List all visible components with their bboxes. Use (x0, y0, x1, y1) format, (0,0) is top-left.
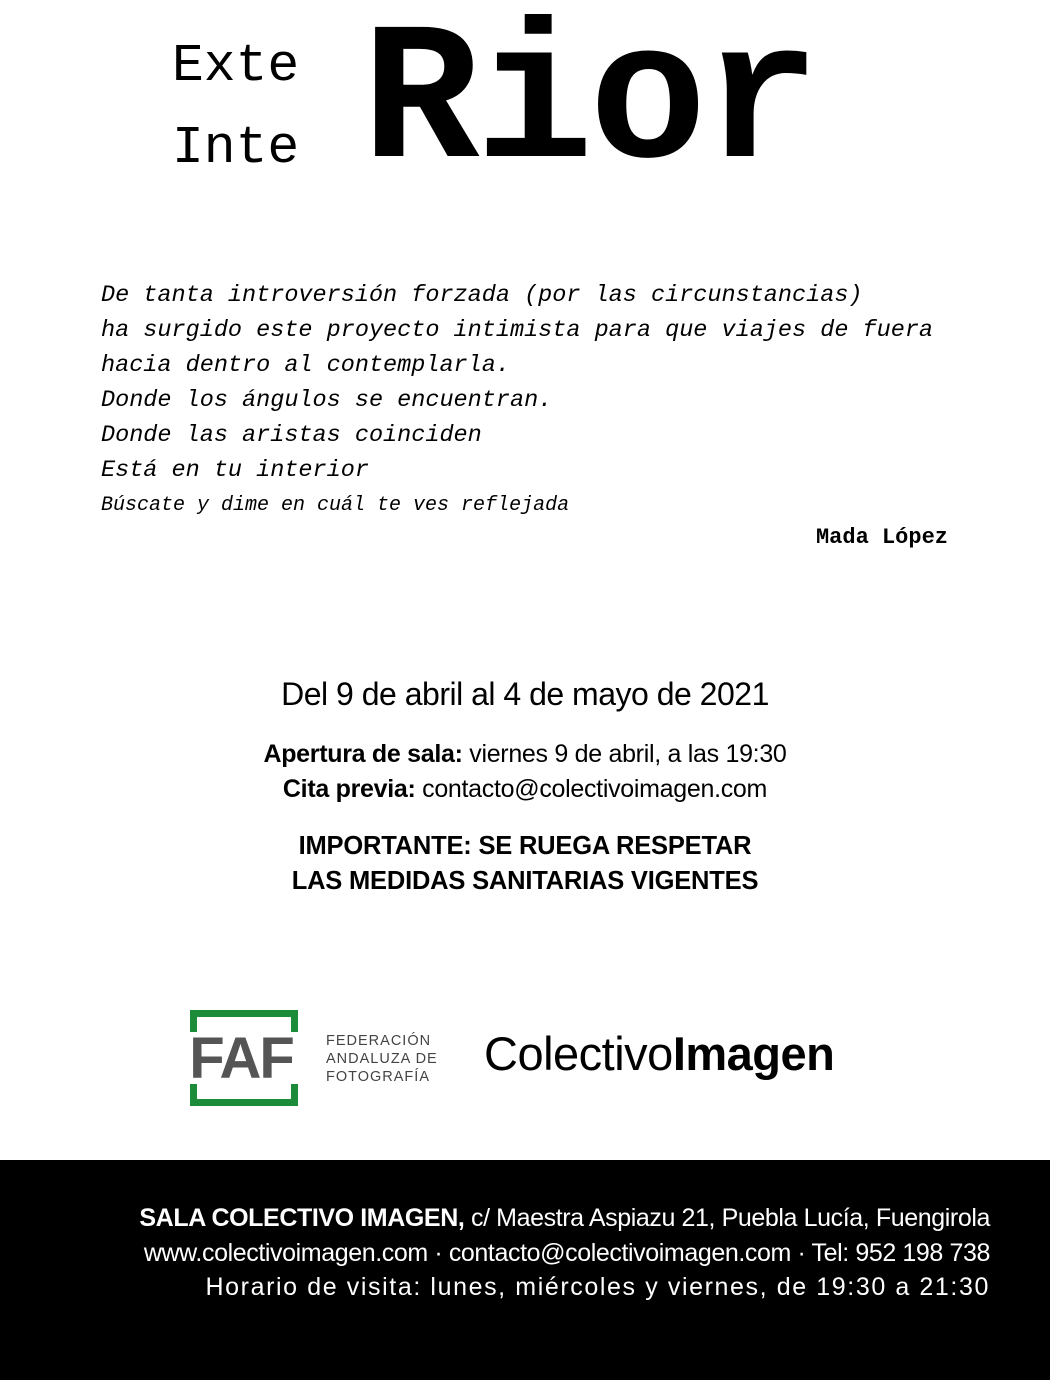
poem-text (101, 278, 961, 523)
faf-letters: FAF (189, 1026, 293, 1091)
appointment-label: Cita previa: (282, 775, 416, 803)
colectivo-logo-bold: Imagen (672, 1027, 835, 1080)
important-notice-line2: LAS MEDIDAS SANITARIAS VIGENTES (291, 867, 759, 895)
faf-subtitle-line: ANDALUZA DE (326, 1051, 438, 1067)
footer-venue (139, 1204, 990, 1233)
faf-subtitle (326, 1032, 438, 1086)
opening-value: viernes 9 de abril, a las 19:30 (462, 740, 787, 768)
faf-logo (176, 1010, 301, 1106)
poem-line: Está en tu interior (101, 457, 369, 484)
faf-subtitle-line: FOTOGRAFÍA (326, 1069, 430, 1085)
poem-line: ha surgido este proyecto intimista para que viajes de fuera (101, 317, 934, 344)
footer (0, 1160, 1050, 1380)
faf-bracket-bottom (190, 1084, 298, 1106)
exhibition-dates: Del 9 de abril al 4 de mayo de 2021 (281, 676, 769, 712)
important-notice-line1: IMPORTANTE: SE RUEGA RESPETAR (298, 832, 752, 860)
faf-subtitle-line: FEDERACIÓN (326, 1033, 432, 1049)
appointment-line (0, 775, 1050, 804)
poem-line: Donde los ángulos se encuentran. (101, 387, 553, 414)
opening-label: Apertura de sala: (263, 740, 463, 768)
title-rior: Rior (362, 0, 817, 215)
poem-line: De tanta introversión forzada (por las circunstancias) (101, 282, 863, 309)
footer-address: c/ Maestra Aspiazu 21, Puebla Lucía, Fuengirola (464, 1204, 990, 1232)
title-exte: Exte (172, 36, 300, 96)
footer-hours: Horario de visita: lunes, miércoles y viernes, de 19:30 a 21:30 (205, 1273, 990, 1301)
poem-line: Donde las aristas coinciden (101, 422, 482, 449)
colectivo-logo-light: Colectivo (484, 1027, 673, 1080)
title-inte: Inte (172, 118, 300, 178)
poem-line: Búscate y dime en cuál te ves reflejada (101, 494, 570, 517)
poem-author: Mada López (815, 525, 948, 550)
footer-venue-name: SALA COLECTIVO IMAGEN, (139, 1204, 465, 1232)
appointment-email[interactable]: contacto@colectivoimagen.com (415, 775, 768, 803)
colectivo-imagen-logo (484, 1026, 834, 1081)
footer-contact: www.colectivoimagen.com · contacto@colectivoimagen.com · Tel: 952 198 738 (143, 1239, 990, 1267)
poem-line: hacia dentro al contemplarla. (101, 352, 510, 379)
opening-line (0, 740, 1050, 769)
